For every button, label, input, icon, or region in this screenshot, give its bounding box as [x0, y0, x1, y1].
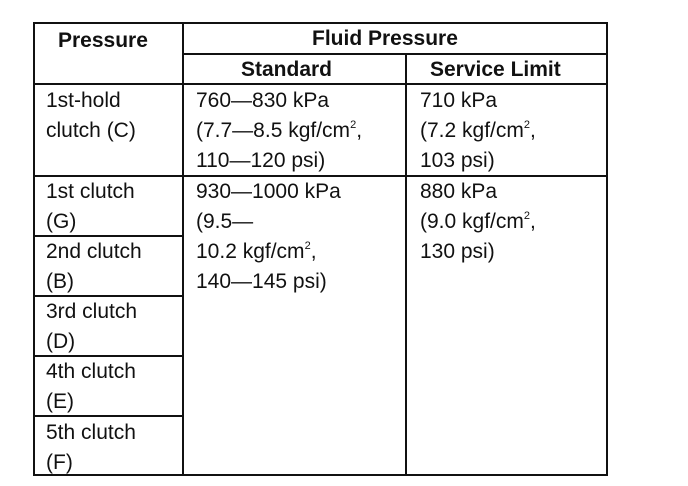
- header-subdivider: [182, 53, 608, 55]
- clutch-label-4th: 4th clutch (E): [46, 360, 136, 413]
- service-limit-value-1st-hold: 710 kPa (7.2 kgf/$cm^2$, 103 psi): [420, 89, 536, 172]
- header-service-limit: Service Limit: [430, 58, 561, 81]
- clutch-label-1st: 1st clutch (G): [46, 180, 135, 233]
- clutch-label-2nd: 2nd clutch (B): [46, 240, 142, 293]
- service-limit-value-clutch-group: 880 kPa (9.0 kgf/$cm^2$, 130 psi): [420, 180, 536, 263]
- standard-value-clutch-group: 930—1000 kPa (9.5— 10.2 kgf/$cm^2$, 140—145 psi): [196, 180, 341, 293]
- clutch-label-1st-hold: 1st-hold clutch (C): [46, 89, 136, 142]
- clutch-label-3rd: 3rd clutch (D): [46, 300, 138, 353]
- header-pressure: Pressure: [58, 29, 148, 52]
- header-fluid-pressure: Fluid Pressure: [312, 27, 458, 50]
- header-standard: Standard: [241, 58, 333, 81]
- header-bottom-rule: [33, 83, 608, 85]
- column-divider-standard: [405, 54, 407, 476]
- standard-value-1st-hold: 760—830 kPa (7.7—8.5 kgf/$cm^2$, 110—120 psi): [196, 89, 363, 172]
- column-divider-pressure: [182, 22, 184, 476]
- clutch-label-5th: 5th clutch (F): [46, 421, 136, 474]
